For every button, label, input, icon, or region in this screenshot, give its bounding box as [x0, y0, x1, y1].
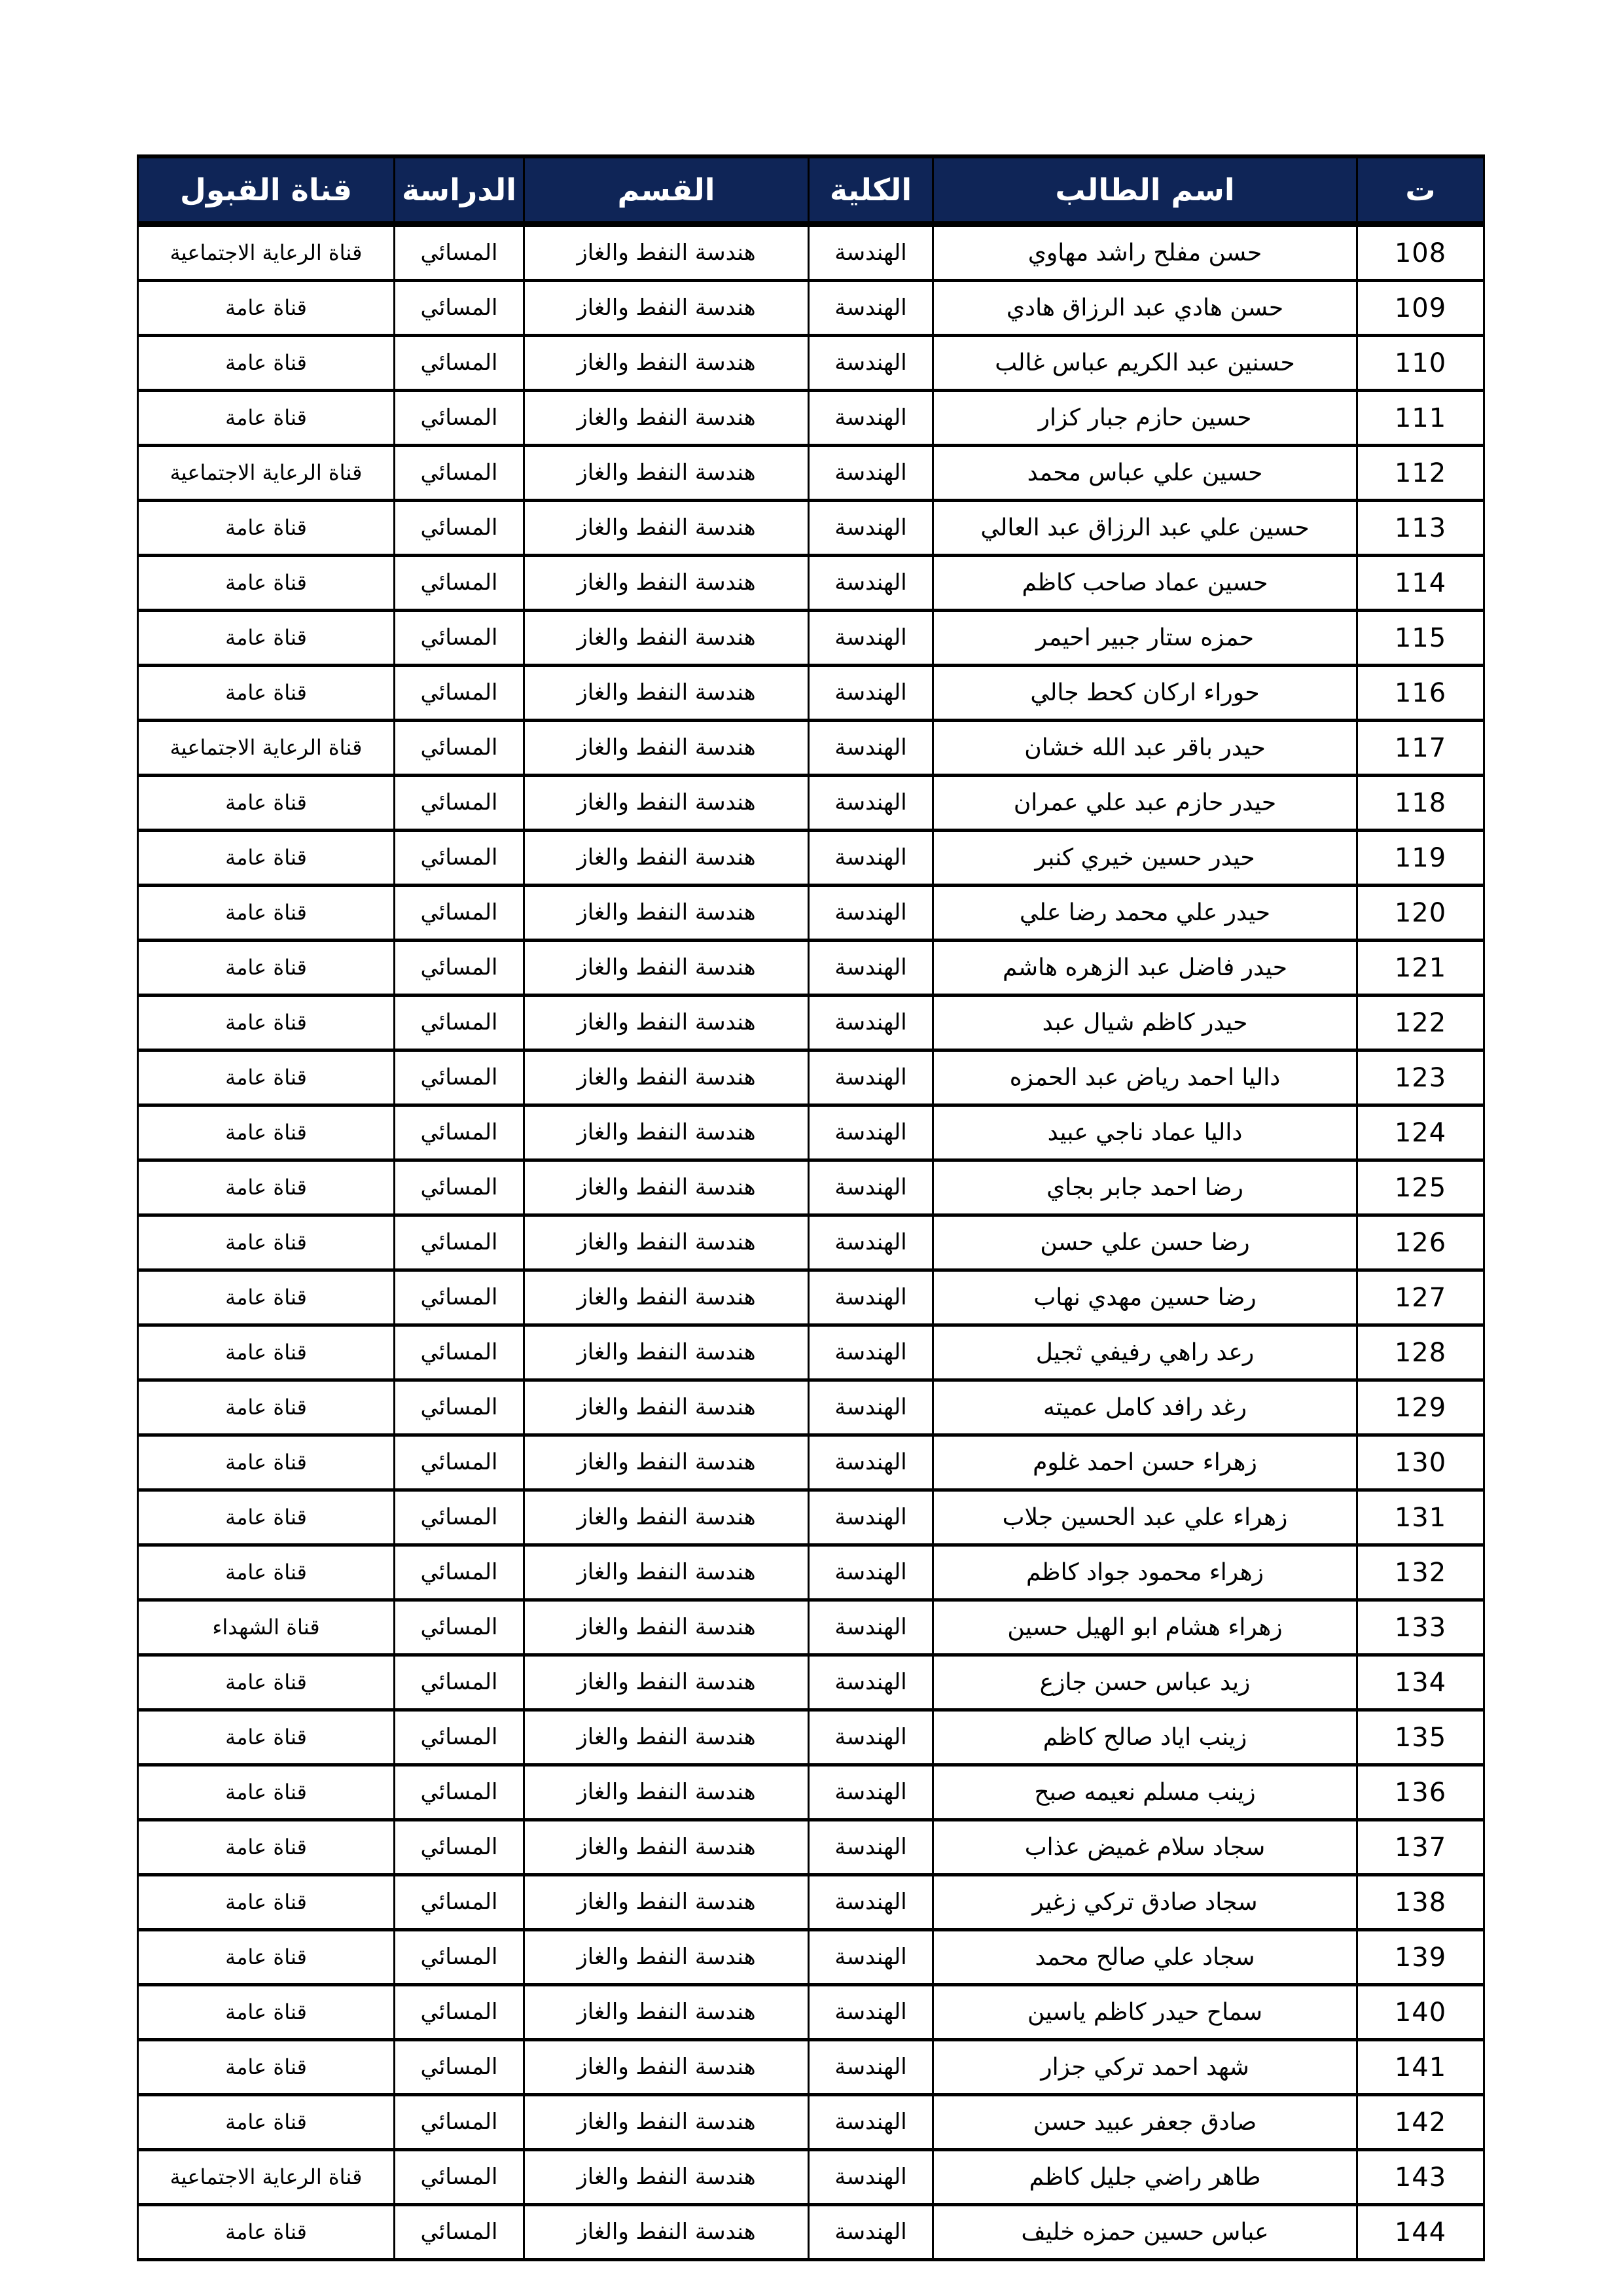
admission-channel-cell: قناة عامة — [138, 391, 395, 446]
row-number-cell: 124 — [1357, 1105, 1484, 1160]
department-cell: هندسة النفط والغاز — [524, 446, 809, 501]
department-cell: هندسة النفط والغاز — [524, 1655, 809, 1710]
student-name-cell: حيدر كاظم شيال عبد — [933, 996, 1357, 1050]
department-cell: هندسة النفط والغاز — [524, 1435, 809, 1490]
department-cell: هندسة النفط والغاز — [524, 1160, 809, 1215]
row-number-cell: 121 — [1357, 941, 1484, 996]
student-name-cell: شهد احمد تركي جزار — [933, 2040, 1357, 2095]
college-cell: الهندسة — [809, 776, 933, 831]
student-name-cell: حوراء اركان كحط جالي — [933, 666, 1357, 721]
college-cell: الهندسة — [809, 1270, 933, 1325]
row-number-cell: 109 — [1357, 281, 1484, 336]
table-row — [138, 831, 1484, 886]
admission-channel-cell: قناة عامة — [138, 1765, 395, 1820]
table-row — [138, 776, 1484, 831]
college-cell: الهندسة — [809, 1655, 933, 1710]
admission-channel-cell: قناة عامة — [138, 1985, 395, 2040]
college-cell: الهندسة — [809, 941, 933, 996]
college-cell: الهندسة — [809, 1765, 933, 1820]
student-name-cell: زينب مسلم نعيمه صبح — [933, 1765, 1357, 1820]
department-cell: هندسة النفط والغاز — [524, 666, 809, 721]
study-type-cell: المسائي — [395, 1765, 524, 1820]
college-cell: الهندسة — [809, 1820, 933, 1875]
department-cell: هندسة النفط والغاز — [524, 281, 809, 336]
college-cell: الهندسة — [809, 611, 933, 666]
table-row — [138, 2150, 1484, 2205]
department-cell: هندسة النفط والغاز — [524, 224, 809, 281]
college-cell: الهندسة — [809, 1710, 933, 1765]
table-row — [138, 1820, 1484, 1875]
college-cell: الهندسة — [809, 556, 933, 611]
table-row — [138, 281, 1484, 336]
department-cell: هندسة النفط والغاز — [524, 941, 809, 996]
study-type-cell: المسائي — [395, 1600, 524, 1655]
study-type-cell: المسائي — [395, 1380, 524, 1435]
study-type-cell: المسائي — [395, 1820, 524, 1875]
admission-channel-cell: قناة عامة — [138, 1325, 395, 1380]
college-cell: الهندسة — [809, 1215, 933, 1270]
student-name-cell: زهراء حسن احمد غلوم — [933, 1435, 1357, 1490]
department-cell: هندسة النفط والغاز — [524, 611, 809, 666]
student-name-cell: حيدر باقر عبد الله خشان — [933, 721, 1357, 776]
department-cell: هندسة النفط والغاز — [524, 1545, 809, 1600]
study-type-cell: المسائي — [395, 1875, 524, 1930]
table-row — [138, 1050, 1484, 1105]
student-name-cell: زينب اياد صالح كاظم — [933, 1710, 1357, 1765]
department-cell: هندسة النفط والغاز — [524, 556, 809, 611]
table-row — [138, 941, 1484, 996]
college-cell: الهندسة — [809, 1545, 933, 1600]
department-cell: هندسة النفط والغاز — [524, 2205, 809, 2260]
table-row — [138, 886, 1484, 941]
student-name-cell: حسن مفلح راشد مهاوي — [933, 224, 1357, 281]
student-name-cell: طاهر راضي جليل كاظم — [933, 2150, 1357, 2205]
table-row — [138, 1930, 1484, 1985]
row-number-cell: 120 — [1357, 886, 1484, 941]
department-cell: هندسة النفط والغاز — [524, 721, 809, 776]
department-cell: هندسة النفط والغاز — [524, 1985, 809, 2040]
row-number-cell: 131 — [1357, 1490, 1484, 1545]
admission-channel-cell: قناة عامة — [138, 776, 395, 831]
student-name-cell: داليا عماد ناجي عبيد — [933, 1105, 1357, 1160]
header-row — [138, 156, 1484, 224]
study-type-cell: المسائي — [395, 776, 524, 831]
study-type-cell: المسائي — [395, 611, 524, 666]
student-name-cell: حسن هادي عبد الرزاق هادي — [933, 281, 1357, 336]
college-cell: الهندسة — [809, 224, 933, 281]
row-number-cell: 134 — [1357, 1655, 1484, 1710]
college-cell: الهندسة — [809, 886, 933, 941]
row-number-cell: 116 — [1357, 666, 1484, 721]
table-row — [138, 1160, 1484, 1215]
header-admission-channel: قناة القبول — [138, 156, 395, 224]
table-row — [138, 1710, 1484, 1765]
row-number-cell: 115 — [1357, 611, 1484, 666]
department-cell: هندسة النفط والغاز — [524, 776, 809, 831]
admission-channel-cell: قناة الشهداء — [138, 1600, 395, 1655]
department-cell: هندسة النفط والغاز — [524, 1050, 809, 1105]
college-cell: الهندسة — [809, 1435, 933, 1490]
row-number-cell: 114 — [1357, 556, 1484, 611]
department-cell: هندسة النفط والغاز — [524, 1490, 809, 1545]
table-row — [138, 2095, 1484, 2150]
admission-channel-cell: قناة عامة — [138, 1380, 395, 1435]
department-cell: هندسة النفط والغاز — [524, 831, 809, 886]
student-name-cell: زهراء محمود جواد كاظم — [933, 1545, 1357, 1600]
college-cell: الهندسة — [809, 1105, 933, 1160]
department-cell: هندسة النفط والغاز — [524, 1215, 809, 1270]
college-cell: الهندسة — [809, 2040, 933, 2095]
student-name-cell: حسنين عبد الكريم عباس غالب — [933, 336, 1357, 391]
student-name-cell: رضا حسن علي حسن — [933, 1215, 1357, 1270]
table-row — [138, 224, 1484, 281]
college-cell: الهندسة — [809, 2205, 933, 2260]
table-row — [138, 1435, 1484, 1490]
row-number-cell: 141 — [1357, 2040, 1484, 2095]
table-row — [138, 391, 1484, 446]
admission-channel-cell: قناة عامة — [138, 886, 395, 941]
row-number-cell: 139 — [1357, 1930, 1484, 1985]
admission-channel-cell: قناة عامة — [138, 1655, 395, 1710]
college-cell: الهندسة — [809, 336, 933, 391]
admission-channel-cell: قناة عامة — [138, 2040, 395, 2095]
student-name-cell: زهراء علي عبد الحسين جلاب — [933, 1490, 1357, 1545]
student-name-cell: سجاد علي صالح محمد — [933, 1930, 1357, 1985]
department-cell: هندسة النفط والغاز — [524, 501, 809, 556]
department-cell: هندسة النفط والغاز — [524, 1105, 809, 1160]
college-cell: الهندسة — [809, 1600, 933, 1655]
table-row — [138, 1545, 1484, 1600]
department-cell: هندسة النفط والغاز — [524, 1270, 809, 1325]
study-type-cell: المسائي — [395, 1050, 524, 1105]
row-number-cell: 137 — [1357, 1820, 1484, 1875]
table-row — [138, 446, 1484, 501]
student-name-cell: زيد عباس حسن جازع — [933, 1655, 1357, 1710]
admission-channel-cell: قناة عامة — [138, 611, 395, 666]
table-row — [138, 1380, 1484, 1435]
row-number-cell: 136 — [1357, 1765, 1484, 1820]
row-number-cell: 118 — [1357, 776, 1484, 831]
admission-channel-cell: قناة عامة — [138, 666, 395, 721]
row-number-cell: 127 — [1357, 1270, 1484, 1325]
college-cell: الهندسة — [809, 1490, 933, 1545]
row-number-cell: 143 — [1357, 2150, 1484, 2205]
study-type-cell: المسائي — [395, 224, 524, 281]
row-number-cell: 130 — [1357, 1435, 1484, 1490]
study-type-cell: المسائي — [395, 1655, 524, 1710]
college-cell: الهندسة — [809, 1325, 933, 1380]
admission-channel-cell: قناة الرعاية الاجتماعية — [138, 446, 395, 501]
header-student-name: اسم الطالب — [933, 156, 1357, 224]
study-type-cell: المسائي — [395, 886, 524, 941]
row-number-cell: 133 — [1357, 1600, 1484, 1655]
table-row — [138, 1325, 1484, 1380]
department-cell: هندسة النفط والغاز — [524, 1765, 809, 1820]
study-type-cell: المسائي — [395, 1930, 524, 1985]
table-body — [138, 224, 1484, 2260]
department-cell: هندسة النفط والغاز — [524, 1820, 809, 1875]
department-cell: هندسة النفط والغاز — [524, 2150, 809, 2205]
row-number-cell: 126 — [1357, 1215, 1484, 1270]
student-name-cell: رضا حسين مهدي نهاب — [933, 1270, 1357, 1325]
study-type-cell: المسائي — [395, 1710, 524, 1765]
study-type-cell: المسائي — [395, 2095, 524, 2150]
student-name-cell: حسين علي عباس محمد — [933, 446, 1357, 501]
header-no: ت — [1357, 156, 1484, 224]
study-type-cell: المسائي — [395, 996, 524, 1050]
department-cell: هندسة النفط والغاز — [524, 336, 809, 391]
admission-channel-cell: قناة عامة — [138, 1270, 395, 1325]
department-cell: هندسة النفط والغاز — [524, 1380, 809, 1435]
study-type-cell: المسائي — [395, 336, 524, 391]
college-cell: الهندسة — [809, 2150, 933, 2205]
admission-channel-cell: قناة عامة — [138, 1930, 395, 1985]
study-type-cell: المسائي — [395, 2205, 524, 2260]
row-number-cell: 142 — [1357, 2095, 1484, 2150]
department-cell: هندسة النفط والغاز — [524, 2095, 809, 2150]
table-row — [138, 996, 1484, 1050]
department-cell: هندسة النفط والغاز — [524, 886, 809, 941]
table-row — [138, 1270, 1484, 1325]
admission-channel-cell: قناة عامة — [138, 1875, 395, 1930]
student-name-cell: رغد رافد كامل عميته — [933, 1380, 1357, 1435]
student-name-cell: حسين علي عبد الرزاق عبد العالي — [933, 501, 1357, 556]
department-cell: هندسة النفط والغاز — [524, 1875, 809, 1930]
admission-channel-cell: قناة عامة — [138, 1160, 395, 1215]
row-number-cell: 128 — [1357, 1325, 1484, 1380]
study-type-cell: المسائي — [395, 1160, 524, 1215]
table-row — [138, 556, 1484, 611]
admission-channel-cell: قناة عامة — [138, 281, 395, 336]
row-number-cell: 122 — [1357, 996, 1484, 1050]
college-cell: الهندسة — [809, 1985, 933, 2040]
row-number-cell: 144 — [1357, 2205, 1484, 2260]
department-cell: هندسة النفط والغاز — [524, 1710, 809, 1765]
admission-channel-cell: قناة الرعاية الاجتماعية — [138, 224, 395, 281]
admission-channel-cell: قناة عامة — [138, 1710, 395, 1765]
college-cell: الهندسة — [809, 1875, 933, 1930]
student-name-cell: رضا احمد جابر بجاي — [933, 1160, 1357, 1215]
table-row — [138, 1490, 1484, 1545]
admission-channel-cell: قناة عامة — [138, 996, 395, 1050]
college-cell: الهندسة — [809, 391, 933, 446]
table-row — [138, 1105, 1484, 1160]
table-row — [138, 1215, 1484, 1270]
row-number-cell: 110 — [1357, 336, 1484, 391]
admission-channel-cell: قناة عامة — [138, 2205, 395, 2260]
student-name-cell: حسين عماد صاحب كاظم — [933, 556, 1357, 611]
study-type-cell: المسائي — [395, 831, 524, 886]
study-type-cell: المسائي — [395, 941, 524, 996]
department-cell: هندسة النفط والغاز — [524, 391, 809, 446]
table-row — [138, 501, 1484, 556]
study-type-cell: المسائي — [395, 2150, 524, 2205]
table-row — [138, 336, 1484, 391]
study-type-cell: المسائي — [395, 1270, 524, 1325]
college-cell: الهندسة — [809, 666, 933, 721]
table-row — [138, 1875, 1484, 1930]
admission-channel-cell: قناة عامة — [138, 1545, 395, 1600]
student-name-cell: حيدر حسين خيري كنبر — [933, 831, 1357, 886]
table-header — [138, 156, 1484, 224]
student-name-cell: حمزه ستار جبير احيمر — [933, 611, 1357, 666]
college-cell: الهندسة — [809, 281, 933, 336]
study-type-cell: المسائي — [395, 1545, 524, 1600]
college-cell: الهندسة — [809, 2095, 933, 2150]
college-cell: الهندسة — [809, 501, 933, 556]
student-name-cell: حيدر فاضل عبد الزهره هاشم — [933, 941, 1357, 996]
header-study: الدراسة — [395, 156, 524, 224]
table-row — [138, 2205, 1484, 2260]
student-name-cell: زهراء هشام ابو الهيل حسين — [933, 1600, 1357, 1655]
college-cell: الهندسة — [809, 831, 933, 886]
admission-channel-cell: قناة الرعاية الاجتماعية — [138, 2150, 395, 2205]
admission-channel-cell: قناة عامة — [138, 1490, 395, 1545]
college-cell: الهندسة — [809, 446, 933, 501]
row-number-cell: 138 — [1357, 1875, 1484, 1930]
student-name-cell: سماح حيدر كاظم ياسين — [933, 1985, 1357, 2040]
college-cell: الهندسة — [809, 1930, 933, 1985]
row-number-cell: 123 — [1357, 1050, 1484, 1105]
row-number-cell: 108 — [1357, 224, 1484, 281]
row-number-cell: 140 — [1357, 1985, 1484, 2040]
study-type-cell: المسائي — [395, 1215, 524, 1270]
study-type-cell: المسائي — [395, 1435, 524, 1490]
department-cell: هندسة النفط والغاز — [524, 996, 809, 1050]
table-row — [138, 1765, 1484, 1820]
student-name-cell: سجاد سلام غميض عذاب — [933, 1820, 1357, 1875]
college-cell: الهندسة — [809, 1160, 933, 1215]
student-name-cell: داليا احمد رياض عبد الحمزه — [933, 1050, 1357, 1105]
student-name-cell: صادق جعفر عبيد حسن — [933, 2095, 1357, 2150]
study-type-cell: المسائي — [395, 391, 524, 446]
row-number-cell: 117 — [1357, 721, 1484, 776]
study-type-cell: المسائي — [395, 666, 524, 721]
student-name-cell: حيدر علي محمد رضا علي — [933, 886, 1357, 941]
admission-channel-cell: قناة عامة — [138, 556, 395, 611]
student-name-cell: حيدر حازم عبد علي عمران — [933, 776, 1357, 831]
row-number-cell: 112 — [1357, 446, 1484, 501]
study-type-cell: المسائي — [395, 556, 524, 611]
department-cell: هندسة النفط والغاز — [524, 2040, 809, 2095]
admission-channel-cell: قناة عامة — [138, 1105, 395, 1160]
department-cell: هندسة النفط والغاز — [524, 1930, 809, 1985]
admission-channel-cell: قناة عامة — [138, 941, 395, 996]
header-department: القسم — [524, 156, 809, 224]
student-name-cell: رعد راهي رفيفي ثجيل — [933, 1325, 1357, 1380]
study-type-cell: المسائي — [395, 2040, 524, 2095]
student-name-cell: عباس حسين حمزه خليف — [933, 2205, 1357, 2260]
admission-channel-cell: قناة عامة — [138, 2095, 395, 2150]
study-type-cell: المسائي — [395, 1325, 524, 1380]
study-type-cell: المسائي — [395, 1105, 524, 1160]
student-name-cell: حسين حازم جبار كزار — [933, 391, 1357, 446]
table-row — [138, 2040, 1484, 2095]
college-cell: الهندسة — [809, 1380, 933, 1435]
student-name-cell: سجاد صادق تركي زغير — [933, 1875, 1357, 1930]
admission-channel-cell: قناة عامة — [138, 1435, 395, 1490]
admission-channel-cell: قناة عامة — [138, 1215, 395, 1270]
study-type-cell: المسائي — [395, 446, 524, 501]
table-row — [138, 666, 1484, 721]
table-row — [138, 721, 1484, 776]
college-cell: الهندسة — [809, 721, 933, 776]
row-number-cell: 113 — [1357, 501, 1484, 556]
row-number-cell: 132 — [1357, 1545, 1484, 1600]
admission-channel-cell: قناة عامة — [138, 501, 395, 556]
row-number-cell: 129 — [1357, 1380, 1484, 1435]
admission-channel-cell: قناة عامة — [138, 831, 395, 886]
study-type-cell: المسائي — [395, 501, 524, 556]
college-cell: الهندسة — [809, 996, 933, 1050]
row-number-cell: 119 — [1357, 831, 1484, 886]
table-row — [138, 1985, 1484, 2040]
table-row — [138, 1600, 1484, 1655]
study-type-cell: المسائي — [395, 1985, 524, 2040]
admission-channel-cell: قناة الرعاية الاجتماعية — [138, 721, 395, 776]
table-row — [138, 1655, 1484, 1710]
department-cell: هندسة النفط والغاز — [524, 1600, 809, 1655]
students-table — [137, 154, 1485, 2261]
row-number-cell: 125 — [1357, 1160, 1484, 1215]
admission-channel-cell: قناة عامة — [138, 336, 395, 391]
department-cell: هندسة النفط والغاز — [524, 1325, 809, 1380]
admission-channel-cell: قناة عامة — [138, 1050, 395, 1105]
admission-channel-cell: قناة عامة — [138, 1820, 395, 1875]
study-type-cell: المسائي — [395, 721, 524, 776]
header-college: الكلية — [809, 156, 933, 224]
study-type-cell: المسائي — [395, 281, 524, 336]
row-number-cell: 135 — [1357, 1710, 1484, 1765]
row-number-cell: 111 — [1357, 391, 1484, 446]
table-row — [138, 611, 1484, 666]
college-cell: الهندسة — [809, 1050, 933, 1105]
study-type-cell: المسائي — [395, 1490, 524, 1545]
